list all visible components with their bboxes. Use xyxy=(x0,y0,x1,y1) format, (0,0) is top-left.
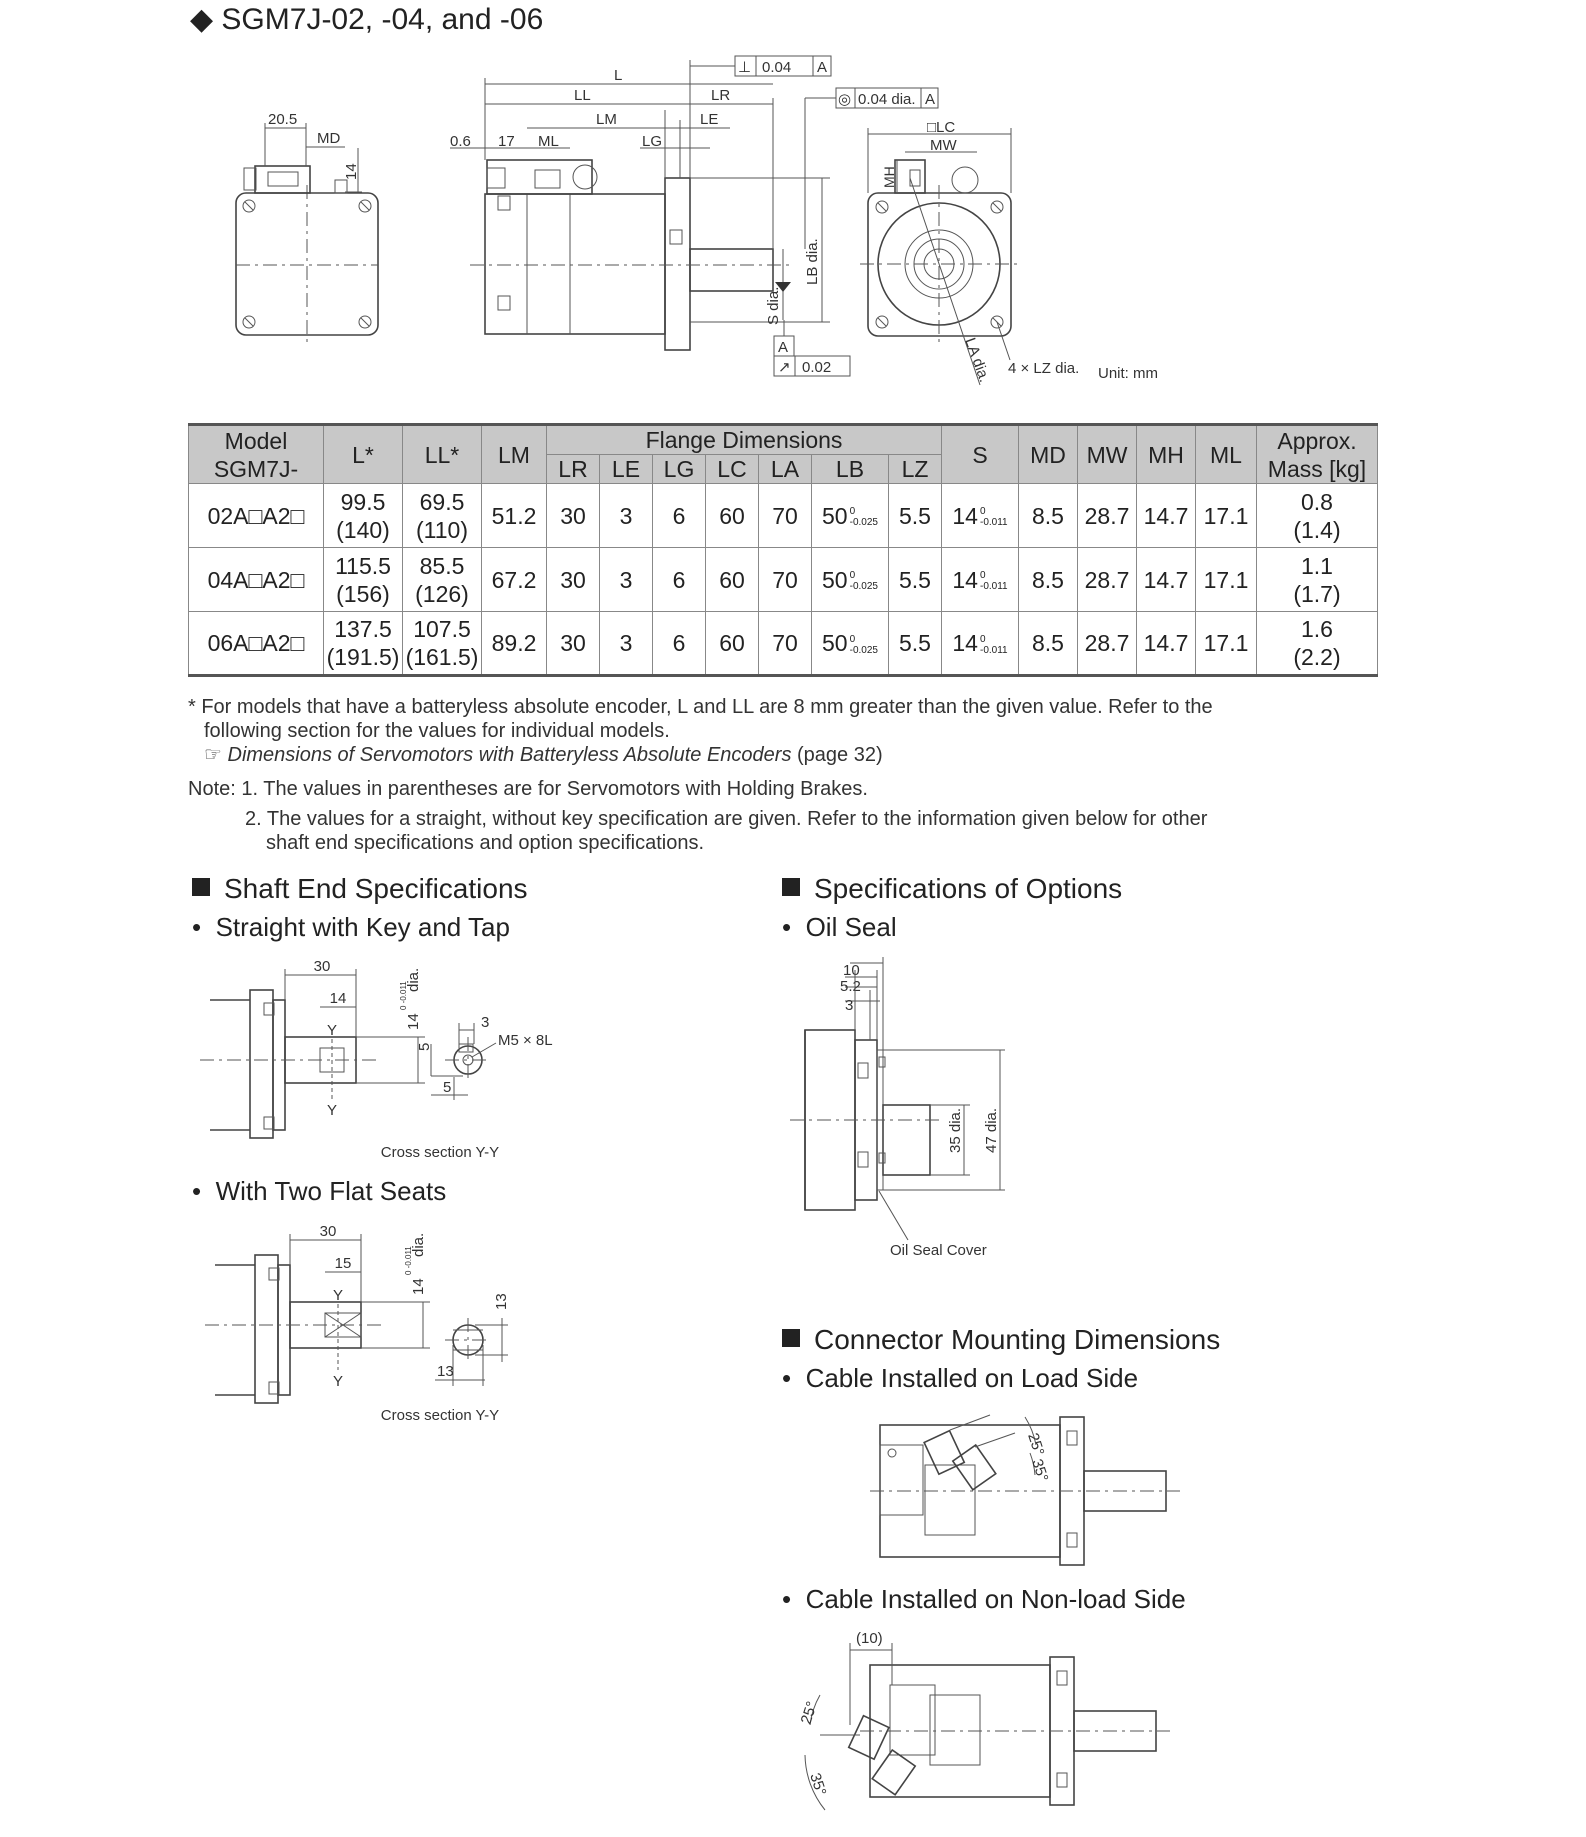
angle-25: 25° xyxy=(797,1699,821,1727)
connector-heading: Connector Mounting Dimensions xyxy=(782,1324,1220,1356)
header-mw: MW xyxy=(1078,425,1137,484)
cell-lb: 50 0 -0.025 xyxy=(812,548,889,612)
cell-md: 8.5 xyxy=(1019,484,1078,548)
section-heading-text: SGM7J-02, -04, and -06 xyxy=(221,3,544,36)
dim-30: 30 xyxy=(313,958,331,975)
shaft-dia-14: 14 xyxy=(405,1013,422,1030)
cell-ll: 69.5 (110) xyxy=(403,484,482,548)
dim-15: 15 xyxy=(334,1255,352,1272)
square-bullet-icon xyxy=(782,878,800,896)
cell-lz: 5.5 xyxy=(889,548,942,612)
cell-la: 70 xyxy=(759,484,812,548)
cell-model: 04A□A2□ xyxy=(189,548,324,612)
cell-mw: 28.7 xyxy=(1078,612,1137,676)
dim-lg: LG xyxy=(642,133,663,150)
note-2b: shaft end specifications and option specifications. xyxy=(266,832,705,854)
header-flange-dimensions: Flange Dimensions xyxy=(547,425,942,455)
cell-ll: 85.5 (126) xyxy=(403,548,482,612)
cell-l: 115.5 (156) xyxy=(324,548,403,612)
header-lz: LZ xyxy=(889,455,942,484)
cell-lg: 6 xyxy=(653,484,706,548)
front-view xyxy=(860,119,1158,385)
header-md: MD xyxy=(1019,425,1078,484)
square-bullet-icon xyxy=(782,1329,800,1347)
cell-md: 8.5 xyxy=(1019,612,1078,676)
angle-25: 25° xyxy=(1024,1430,1048,1458)
dim-47-dia: 47 dia. xyxy=(983,1107,1000,1153)
perpendicularity-icon: ⊥ xyxy=(738,59,752,76)
footnotes xyxy=(188,695,1378,855)
dim-ml: ML xyxy=(538,133,559,150)
concentricity-icon: ◎ xyxy=(838,91,852,108)
two-flat-seats-drawing xyxy=(180,1220,620,1430)
section-y-top: Y xyxy=(332,1287,344,1304)
cell-lm: 51.2 xyxy=(482,484,547,548)
tap-m5: M5 × 8L xyxy=(498,1032,553,1049)
cell-mass: 0.8 (1.4) xyxy=(1257,484,1378,548)
runout-value: 0.02 xyxy=(802,359,832,376)
dimension-table xyxy=(188,423,1378,677)
dim-lb-dia: LB dia. xyxy=(804,238,821,285)
dim-5-horizontal: 5 xyxy=(443,1079,452,1096)
section-y-bottom: Y xyxy=(326,1102,338,1119)
dim-10-parenthesized: (10) xyxy=(856,1630,883,1647)
side-view xyxy=(450,56,938,376)
key-and-tap-title: • Straight with Key and Tap xyxy=(192,912,510,942)
cell-model: 06A□A2□ xyxy=(189,612,324,676)
dim-10: 10 xyxy=(843,962,860,979)
reference-link[interactable]: Dimensions of Servomotors with Batteryless Absolute Encoders xyxy=(227,744,792,766)
header-mh: MH xyxy=(1137,425,1196,484)
dim-14: 14 xyxy=(343,163,360,180)
cell-lc: 60 xyxy=(706,612,759,676)
cell-lb: 50 0 -0.025 xyxy=(812,484,889,548)
note-label: Note: xyxy=(188,778,236,800)
dim-mh: MH xyxy=(881,166,897,188)
dim-lm: LM xyxy=(596,111,617,128)
dim-13-horizontal: 13 xyxy=(437,1363,454,1380)
dim-lz: 4 × LZ dia. xyxy=(1008,360,1080,377)
dim-la-dia: LA dia. xyxy=(961,335,993,385)
cell-ml: 17.1 xyxy=(1196,612,1257,676)
header-mass: Approx. Mass [kg] xyxy=(1257,425,1378,484)
shaft-dia-14: 14 xyxy=(410,1278,427,1295)
dim-le: LE xyxy=(700,111,719,128)
dim-5-vertical: 5 xyxy=(416,1042,433,1051)
shaft-dia-tolerance: 0 -0.011 xyxy=(399,981,408,1010)
perpendicularity-value: 0.04 xyxy=(762,59,792,76)
dim-14: 14 xyxy=(329,990,347,1007)
cell-lr: 30 xyxy=(547,612,600,676)
dim-3: 3 xyxy=(481,1014,490,1031)
reference-page: (page 32) xyxy=(797,744,883,766)
perpendicularity-datum: A xyxy=(817,59,828,76)
note-1: 1. The values in parentheses are for Servomotors with Holding Brakes. xyxy=(241,778,868,800)
shaft-end-heading: Shaft End Specifications xyxy=(192,873,528,905)
footnote-line-2: following section for the values for individual models. xyxy=(204,720,670,742)
cell-mh: 14.7 xyxy=(1137,548,1196,612)
angle-35: 35° xyxy=(1028,1456,1052,1484)
cell-le: 3 xyxy=(600,612,653,676)
dim-5-2: 5.2 xyxy=(840,978,861,995)
cell-la: 70 xyxy=(759,548,812,612)
cell-lz: 5.5 xyxy=(889,484,942,548)
non-load-side-drawing xyxy=(780,1625,1180,1837)
oil-seal-title: • Oil Seal xyxy=(782,912,897,942)
cell-mw: 28.7 xyxy=(1078,548,1137,612)
rear-view xyxy=(236,111,378,342)
square-bullet-icon xyxy=(192,878,210,896)
header-lb: LB xyxy=(812,455,889,484)
cell-ml: 17.1 xyxy=(1196,484,1257,548)
dim-35-dia: 35 dia. xyxy=(947,1107,964,1153)
header-model: Model SGM7J- xyxy=(189,425,324,484)
runout-icon: ↗ xyxy=(778,359,791,376)
dim-30: 30 xyxy=(319,1223,337,1240)
cell-lg: 6 xyxy=(653,548,706,612)
datum-a: A xyxy=(778,339,789,356)
header-ll: LL* xyxy=(403,425,482,484)
table-row xyxy=(189,612,1378,676)
options-heading: Specifications of Options xyxy=(782,873,1122,905)
cell-mass: 1.6 (2.2) xyxy=(1257,612,1378,676)
dim-lr: LR xyxy=(711,87,731,104)
table-row xyxy=(189,484,1378,548)
cell-ll: 107.5 (161.5) xyxy=(403,612,482,676)
cell-mass: 1.1 (1.7) xyxy=(1257,548,1378,612)
cell-le: 3 xyxy=(600,484,653,548)
table-row xyxy=(189,548,1378,612)
cell-s: 14 0 -0.011 xyxy=(942,612,1019,676)
dim-17: 17 xyxy=(498,133,515,150)
header-l: L* xyxy=(324,425,403,484)
cell-lb: 50 0 -0.025 xyxy=(812,612,889,676)
shaft-dia-suffix: dia. xyxy=(410,1232,427,1257)
servomotor-dimension-drawing xyxy=(0,0,1586,410)
oil-seal-cover-label: Oil Seal Cover xyxy=(890,1242,987,1259)
unit-label: Unit: mm xyxy=(1098,365,1158,382)
load-side-drawing xyxy=(860,1405,1180,1575)
pointing-hand-icon: ☞ xyxy=(204,744,222,766)
header-lm: LM xyxy=(482,425,547,484)
cell-md: 8.5 xyxy=(1019,548,1078,612)
shaft-dia-suffix: dia. xyxy=(405,967,422,992)
angle-35: 35° xyxy=(806,1770,830,1798)
cell-lc: 60 xyxy=(706,484,759,548)
cell-lm: 67.2 xyxy=(482,548,547,612)
non-load-side-title: • Cable Installed on Non-load Side xyxy=(782,1584,1186,1614)
header-lg: LG xyxy=(653,455,706,484)
cell-l: 99.5 (140) xyxy=(324,484,403,548)
note-2a: 2. The values for a straight, without key specification are given. Refer to the information given below for other xyxy=(245,808,1208,830)
cell-lr: 30 xyxy=(547,484,600,548)
diamond-icon: ◆ xyxy=(190,3,214,36)
cross-section-label: Cross section Y-Y xyxy=(380,1144,500,1161)
dim-3: 3 xyxy=(845,997,854,1014)
section-y-top: Y xyxy=(326,1022,338,1039)
dim-lc: □LC xyxy=(927,119,956,136)
header-le: LE xyxy=(600,455,653,484)
cell-le: 3 xyxy=(600,548,653,612)
load-side-title: • Cable Installed on Load Side xyxy=(782,1363,1139,1393)
dim-s-dia: S dia. xyxy=(765,286,782,325)
cell-mh: 14.7 xyxy=(1137,484,1196,548)
cell-ml: 17.1 xyxy=(1196,548,1257,612)
dim-l: L xyxy=(614,67,623,84)
cell-mw: 28.7 xyxy=(1078,484,1137,548)
concentricity-value: 0.04 dia. xyxy=(858,91,916,108)
dim-mw: MW xyxy=(930,137,957,154)
header-la: LA xyxy=(759,455,812,484)
shaft-dia-tolerance: 0 -0.011 xyxy=(404,1246,413,1275)
dim-13-vertical: 13 xyxy=(493,1293,510,1310)
cell-lm: 89.2 xyxy=(482,612,547,676)
header-lr: LR xyxy=(547,455,600,484)
cell-l: 137.5 (191.5) xyxy=(324,612,403,676)
concentricity-datum: A xyxy=(925,91,936,108)
cell-lr: 30 xyxy=(547,548,600,612)
two-flat-seats-title: • With Two Flat Seats xyxy=(192,1176,447,1206)
dim-20-5: 20.5 xyxy=(268,111,298,128)
footnote-line-1: * For models that have a batteryless absolute encoder, L and LL are 8 mm greater than the given value. Refer to the xyxy=(188,696,1213,718)
cell-s: 14 0 -0.011 xyxy=(942,548,1019,612)
cross-section-label: Cross section Y-Y xyxy=(380,1407,500,1424)
header-s: S xyxy=(942,425,1019,484)
dim-ll: LL xyxy=(574,87,591,104)
header-lc: LC xyxy=(706,455,759,484)
cell-lz: 5.5 xyxy=(889,612,942,676)
key-and-tap-drawing xyxy=(180,955,620,1165)
section-y-bottom: Y xyxy=(332,1373,344,1390)
cell-la: 70 xyxy=(759,612,812,676)
cell-lc: 60 xyxy=(706,548,759,612)
cell-lg: 6 xyxy=(653,612,706,676)
cell-s: 14 0 -0.011 xyxy=(942,484,1019,548)
dim-0-6: 0.6 xyxy=(450,133,471,150)
cell-mh: 14.7 xyxy=(1137,612,1196,676)
header-ml: ML xyxy=(1196,425,1257,484)
cell-model: 02A□A2□ xyxy=(189,484,324,548)
dim-md: MD xyxy=(317,130,341,147)
oil-seal-drawing xyxy=(790,955,1090,1260)
